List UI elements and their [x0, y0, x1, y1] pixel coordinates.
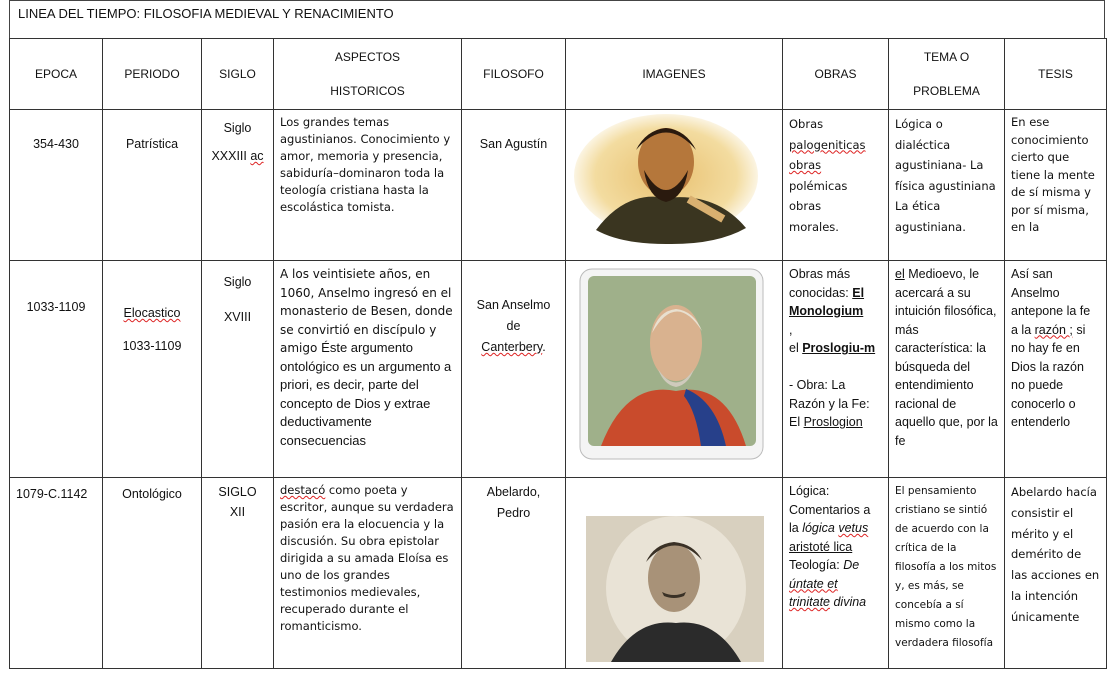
obras-text-6: De — [843, 558, 860, 572]
obras-text-2: lógica — [802, 521, 839, 535]
obras-text-7: úntate et — [789, 576, 838, 591]
header-periodo: PERIODO — [103, 39, 202, 110]
epoca-value: 1079-C.1142 — [16, 487, 88, 501]
tesis-text-1: Así san Anselmo antepone la fe a la — [1011, 267, 1091, 337]
obras-text-4: aristoté lica — [789, 539, 853, 554]
cell-epoca — [10, 478, 103, 669]
periodo-value: Ontológico — [122, 487, 182, 501]
tesis-text: Abelardo hacía consistir el mérito y el demérito de las acciones en la intención únicamente — [1011, 485, 1100, 624]
cell-siglo — [202, 478, 274, 669]
portrait-san-agustin-image — [566, 110, 783, 260]
cell-tesis — [1005, 261, 1107, 478]
obras-text-3: vetus — [838, 521, 869, 535]
portrait-san-anselmo-image — [566, 261, 783, 477]
cell-tema — [889, 261, 1005, 478]
timeline-table — [9, 38, 1107, 669]
filosofo-line4: . — [542, 340, 546, 354]
header-filosofo: FILOSOFO — [462, 39, 566, 110]
cell-tesis — [1005, 110, 1107, 261]
cell-siglo — [202, 110, 274, 261]
cell-tema — [889, 478, 1005, 669]
cell-imagen — [566, 110, 783, 261]
cell-siglo — [202, 261, 274, 478]
tema-text-2: Medioevo, le acercará a su intuición filosófica, más característica: la búsqueda del entendimiento racional de aquello que, por la fe — [895, 267, 998, 448]
cell-periodo — [103, 261, 202, 478]
obras-text-5: Proslogiu-m — [802, 341, 876, 355]
obras-text-4: el — [789, 341, 803, 355]
cell-obras — [783, 261, 889, 478]
cell-filosofo — [462, 261, 566, 478]
periodo-value: Patrística — [125, 137, 179, 151]
table-row — [10, 261, 1107, 478]
document-title: LINEA DEL TIEMPO: FILOSOFIA MEDIEVAL Y RENACIMIENTO — [9, 0, 1105, 38]
obras-text-3: obras — [789, 158, 822, 172]
tema-text: Lógica o dialéctica agustiniana- La física agustiniana La ética agustiniana. — [895, 117, 996, 234]
header-aspectos-line1: ASPECTOS — [334, 50, 401, 64]
header-imagenes: IMAGENES — [566, 39, 783, 110]
aspectos-text-b: destacó — [280, 483, 326, 497]
siglo-line1: Siglo — [223, 121, 252, 135]
siglo-line2: XVIII — [223, 310, 252, 324]
header-tesis: TESIS — [1005, 39, 1107, 110]
header-epoca: EPOCA — [10, 39, 103, 110]
obras-text-5: obras — [789, 199, 822, 213]
header-obras: OBRAS — [783, 39, 889, 110]
tema-text-1: el — [895, 267, 905, 281]
tesis-text-2: razón ; — [1034, 322, 1073, 337]
header-aspectos — [274, 39, 462, 110]
table-row — [10, 478, 1107, 669]
cell-imagen — [566, 261, 783, 478]
portrait-abelardo-image — [566, 478, 783, 668]
cell-epoca — [10, 261, 103, 478]
filosofo-line2: de — [506, 319, 521, 333]
filosofo-line1: Abelardo, — [486, 485, 541, 499]
siglo-line1: SIGLO — [218, 485, 257, 499]
header-siglo: SIGLO — [202, 39, 274, 110]
header-aspectos-line2: HISTORICOS — [330, 84, 405, 98]
obras-text-6: morales. — [789, 219, 839, 234]
epoca-value: 1033-1109 — [26, 300, 86, 314]
cell-tesis — [1005, 478, 1107, 669]
filosofo-line2: Pedro — [496, 506, 531, 520]
tesis-text-3: si no hay fe en Dios la razón no puede conocerlo o entenderlo — [1011, 322, 1086, 429]
siglo-line2b: ac — [250, 149, 264, 163]
cell-imagen — [566, 478, 783, 669]
cell-periodo — [103, 110, 202, 261]
siglo-line1: Siglo — [223, 275, 252, 289]
tema-text: El pensamiento cristiano se sintió de acuerdo con la crítica de la filosofía a los mitos y, es más, se concebía a sí mismo como la verdadera filosofía — [895, 485, 997, 649]
aspectos-text-c: como poeta y escritor, aunque su verdadera pasión era la elocuencia y la discusión. Su obra epistolar dirigida a su amada Eloísa es uno de los grandes testimonios medievales, recuperado durante el romanticismo. — [280, 483, 454, 633]
obras-text-1: Obras más conocidas: — [789, 267, 853, 300]
cell-filosofo — [462, 478, 566, 669]
siglo-line2a: XXXIII — [211, 149, 251, 163]
cell-aspectos — [274, 110, 462, 261]
epoca-value: 354-430 — [33, 137, 79, 151]
cell-aspectos — [274, 261, 462, 478]
cell-tema — [889, 110, 1005, 261]
obras-text-5: Teología: — [789, 558, 844, 572]
aspectos-text-a: A los veintisiete años, en 1060, Anselmo ingresó en el monasterio de Besen, donde se convirtió en discípulo y amigo — [280, 267, 453, 355]
header-tema — [889, 39, 1005, 110]
cell-obras — [783, 110, 889, 261]
header-tema-line2: PROBLEMA — [913, 84, 980, 98]
obras-text-9: divina — [830, 595, 867, 609]
cell-epoca — [10, 110, 103, 261]
cell-filosofo — [462, 110, 566, 261]
obras-text-8: trinitate — [789, 595, 830, 609]
obras-text-2: palogeniticas — [789, 137, 866, 152]
filosofo-line1: San Anselmo — [476, 298, 551, 312]
obras-text-1: Obras — [789, 117, 824, 131]
obras-text-2: El Monologium — [789, 285, 865, 318]
periodo-line1: Elocastico — [123, 306, 181, 320]
filosofo-line3: Canterbery — [481, 340, 543, 354]
obras-text-4: polémicas — [789, 178, 848, 193]
cell-periodo — [103, 478, 202, 669]
header-row — [10, 39, 1107, 110]
periodo-line2: 1033-1109 — [122, 339, 182, 353]
obras-text-6: - Obra: La Razón y la Fe: El — [789, 378, 870, 429]
obras-text-7: Proslogion — [803, 415, 863, 429]
filosofo-name: San Agustín — [479, 137, 548, 151]
aspectos-text: Los grandes temas agustinianos. Conocimiento y amor, memoria y presencia, sabiduría–dominaron toda la teología cristiana hasta la escolástica tomista. — [280, 115, 451, 214]
tesis-text: En ese conocimiento cierto que tiene la mente de sí misma y por sí misma, en la — [1011, 115, 1095, 234]
obras-text-3: , — [789, 322, 793, 337]
siglo-line2: XII — [229, 505, 246, 519]
obras-text-1: Lógica: Comentarios a la — [789, 484, 871, 535]
header-tema-line1: TEMA O — [923, 50, 970, 64]
cell-aspectos — [274, 478, 462, 669]
aspectos-text-b: Éste argumento ontológico es un argumento a priori, es decir, parte del concepto de Dios y extrae deductivamente consecuencias — [280, 340, 452, 448]
cell-obras — [783, 478, 889, 669]
table-row — [10, 110, 1107, 261]
